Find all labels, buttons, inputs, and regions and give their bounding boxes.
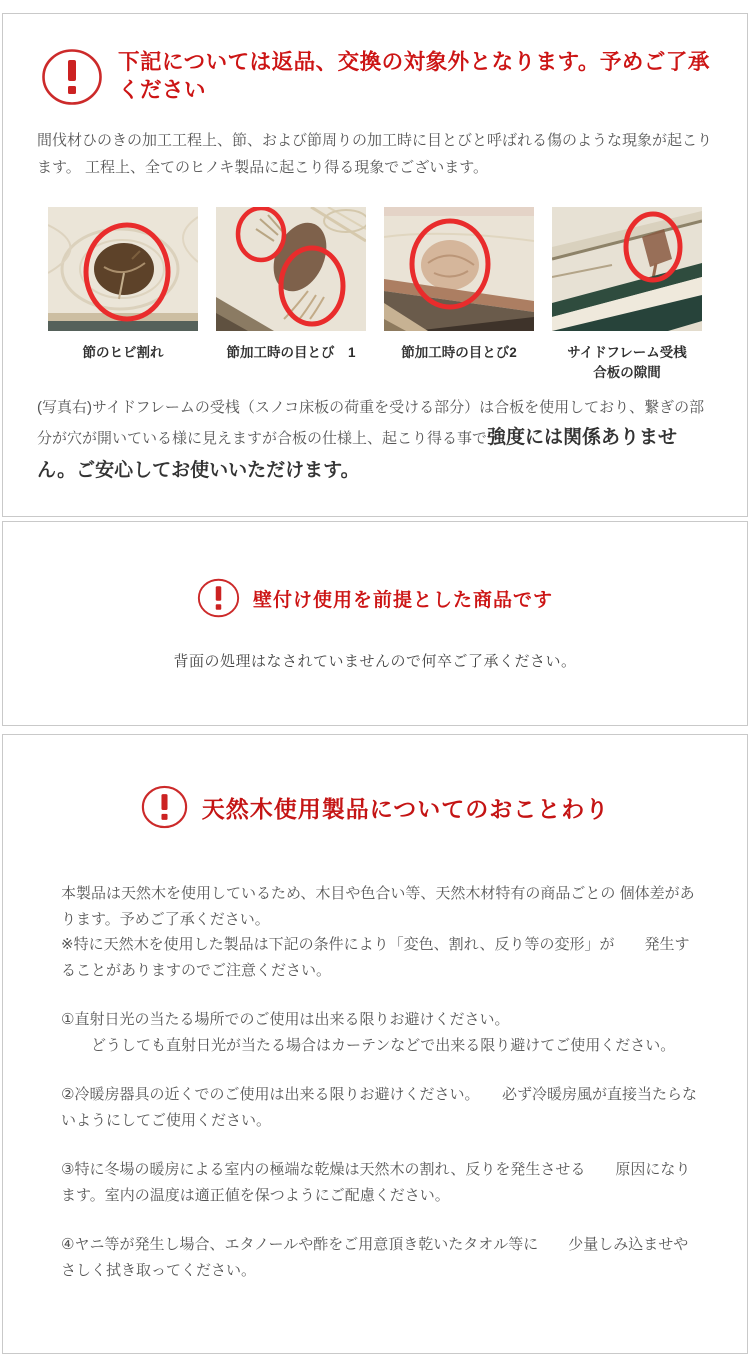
photo-metobi-1	[216, 207, 366, 382]
section2-header	[197, 578, 553, 618]
section1-heading: 下記については返品、交換の対象外となります。予めご了承ください	[118, 50, 710, 102]
notice-item1-line1: ①直射日光の当たる場所でのご使用は出来る限りお避けください。	[61, 1011, 510, 1028]
photo-caption-line2: 合板の隙間	[593, 364, 661, 380]
defect-photo-row	[48, 207, 702, 382]
section2-heading: 壁付け使用を前提とした商品です	[252, 589, 553, 611]
photo-metobi-2	[384, 207, 534, 382]
photo-caption	[552, 343, 702, 382]
photo-knot-crack	[48, 207, 198, 382]
notice-intro-line1: 本製品は天然木を使用しているため、木目や色合い等、天然木材特有の商品ごとの 個体差があります。予めご了承ください。	[61, 885, 695, 928]
exclamation-circle-icon	[141, 785, 188, 829]
notice-item-2: ②冷暖房器具の近くでのご使用は出来る限りお避けください。 必ず冷暖房風が直接当たらないようにしてご使用ください。	[61, 1086, 697, 1129]
notice-item-1	[61, 1007, 699, 1058]
returns-exclusion-panel	[2, 13, 748, 517]
knot-crack-photo-image	[48, 207, 198, 331]
section3-body	[61, 881, 699, 1283]
photo-caption: 節加工時の目とび2	[401, 345, 517, 361]
section1-intro-text: 間伐材ひのきの加工工程上、節、および節周りの加工時に目とびと呼ばれる傷のような現象が起こります。 工程上、全てのヒノキ製品に起こり得る現象でございます。	[37, 132, 713, 176]
section1-note	[37, 395, 713, 488]
notice-item-3: ③特に冬場の暖房による室内の極端な乾燥は天然木の割れ、反りを発生させる 原因になります。室内の温度は適正値を保つようにご配慮ください。	[61, 1161, 691, 1204]
natural-wood-notice-panel	[2, 734, 748, 1354]
notice-item1-line2: どうしても直射日光が当たる場合はカーテンなどで出来る限り避けてご使用ください。	[61, 1036, 676, 1054]
photo-caption: 節加工時の目とび 1	[226, 345, 356, 361]
section3-header	[3, 785, 747, 829]
section3-heading: 天然木使用製品についてのおことわり	[201, 795, 610, 822]
photo-caption-line1: サイドフレーム受桟	[567, 345, 687, 361]
note-normal-text: (写真右)サイドフレームの受桟（スノコ床板の荷重を受ける部分）は合板を使用しており、繋ぎの部分が穴が開いている様に見えますが合板の仕様上、起こり得る事で	[37, 398, 705, 447]
section2-body-text: 背面の処理はなされていませんので何卒ご了承ください。	[173, 653, 577, 670]
note-bold-text: 強度には関係ありません。ご安心してお使いいただけます。	[37, 426, 678, 481]
notice-intro-paragraph	[61, 881, 699, 983]
exclamation-circle-icon	[41, 48, 103, 106]
notice-intro-line2: ※特に天然木を使用した製品は下記の条件により「変色、割れ、反り等の変形」が 発生することがありますのでご注意ください。	[61, 936, 690, 979]
exclamation-circle-icon	[197, 578, 240, 618]
photo-caption: 節のヒビ割れ	[82, 345, 164, 361]
notice-item-4: ④ヤニ等が発生し場合、エタノールや酢をご用意頂き乾いたタオル等に 少量しみ込ませやさしく拭き取ってください。	[61, 1236, 689, 1279]
metobi-2-photo-image	[384, 207, 534, 331]
photo-side-frame-gap	[552, 207, 702, 382]
section1-header	[41, 48, 717, 106]
metobi-1-photo-image	[216, 207, 366, 331]
wall-placement-panel	[2, 521, 748, 726]
side-frame-photo-image	[552, 207, 702, 331]
